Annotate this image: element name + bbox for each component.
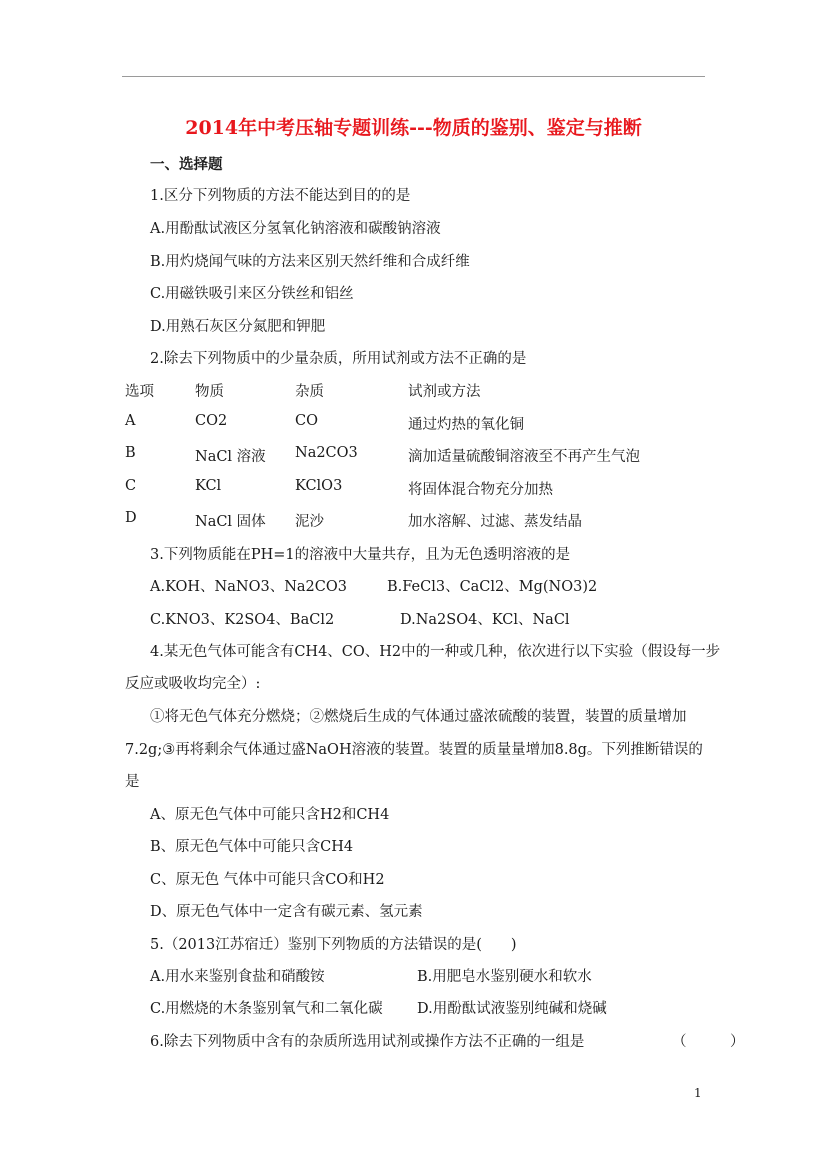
question-3-option-a: A.KOH、NaNO3、Na2CO3 [150,579,347,595]
table-cell: NaCl 固体 [195,514,266,530]
table-cell: Na2CO3 [295,445,358,461]
question-1-option-c: C.用磁铁吸引来区分铁丝和铝丝 [150,286,354,302]
question-5-option-b: B.用肥皂水鉴别硬水和软水 [417,969,592,985]
table-cell: D [125,510,137,526]
question-4-stem-line-2: 反应或吸收均完全）: [125,676,261,692]
table-header-option: 选项 [125,384,154,400]
page-number: 1 [694,1086,702,1100]
question-5-option-c: C.用燃烧的木条鉴别氧气和二氧化碳 [150,1001,383,1017]
table-cell: NaCl 溶液 [195,449,266,465]
table-cell: 将固体混合物充分加热 [408,482,553,498]
question-4-option-b: B、原无色气体中可能只含CH4 [150,839,354,855]
question-2-stem: 2.除去下列物质中的少量杂质，所用试剂或方法不正确的是 [150,351,527,367]
table-cell: KClO3 [295,478,343,494]
header-rule [122,76,705,77]
table-cell: C [125,478,137,494]
page-title: 2014年中考压轴专题训练---物质的鉴别、鉴定与推断 [185,117,642,139]
question-3-option-b: B.FeCl3、CaCl2、Mg(NO3)2 [387,579,598,595]
table-cell: KCl [195,478,222,494]
question-5-option-a: A.用水来鉴别食盐和硝酸铵 [150,969,325,985]
table-header-substance: 物质 [195,384,224,400]
question-4-text-line-2: 7.2g;③再将剩余气体通过盛NaOH溶液的装置。装置的质量量增加8.8g。下列推断错误的 [125,742,703,758]
section-heading: 一、选择题 [150,156,223,173]
table-cell: 加水溶解、过滤、蒸发结晶 [408,514,582,530]
question-1-stem: 1.区分下列物质的方法不能达到目的的是 [150,188,411,204]
question-4-option-a: A、原无色气体中可能只含H2和CH4 [150,807,390,823]
question-4-text-line-1: ①将无色气体充分燃烧；②燃烧后生成的气体通过盛浓硫酸的装置，装置的质量增加 [150,709,687,725]
question-5-option-d: D.用酚酞试液鉴别纯碱和烧碱 [417,1001,607,1017]
question-5-stem: 5.（2013江苏宿迁）鉴别下列物质的方法错误的是( ) [150,937,517,953]
question-1-option-a: A.用酚酞试液区分氢氧化钠溶液和碳酸钠溶液 [150,221,441,237]
question-6-stem: 6.除去下列物质中含有的杂质所选用试剂或操作方法不正确的一组是 [150,1034,585,1050]
question-1-option-b: B.用灼烧闻气味的方法来区别天然纤维和合成纤维 [150,254,470,270]
question-3-stem: 3.下列物质能在PH=1的溶液中大量共存，且为无色透明溶液的是 [150,547,571,563]
question-1-option-d: D.用熟石灰区分氮肥和钾肥 [150,319,326,335]
question-3-option-c: C.KNO3、K2SO4、BaCl2 [150,612,335,628]
table-cell: B [125,445,136,461]
question-4-option-c: C、原无色 气体中可能只含CO和H2 [150,872,385,888]
table-cell: 滴加适量硫酸铜溶液至不再产生气泡 [408,449,640,465]
question-4-stem-line-1: 4.某无色气体可能含有CH4、CO、H2中的一种或几种，依次进行以下实验（假设每一步 [150,644,721,660]
table-cell: CO [295,413,318,429]
table-cell: A [125,413,136,429]
table-header-method: 试剂或方法 [408,384,481,400]
answer-paren: （ ） [672,1034,745,1050]
table-cell: CO2 [195,413,228,429]
table-cell: 通过灼热的氧化铜 [408,417,524,433]
question-4-text-line-3: 是 [125,774,140,790]
table-header-impurity: 杂质 [295,384,324,400]
question-3-option-d: D.Na2SO4、KCl、NaCl [400,612,570,628]
table-cell: 泥沙 [295,514,324,530]
question-4-option-d: D、原无色气体中一定含有碳元素、氢元素 [150,904,423,920]
